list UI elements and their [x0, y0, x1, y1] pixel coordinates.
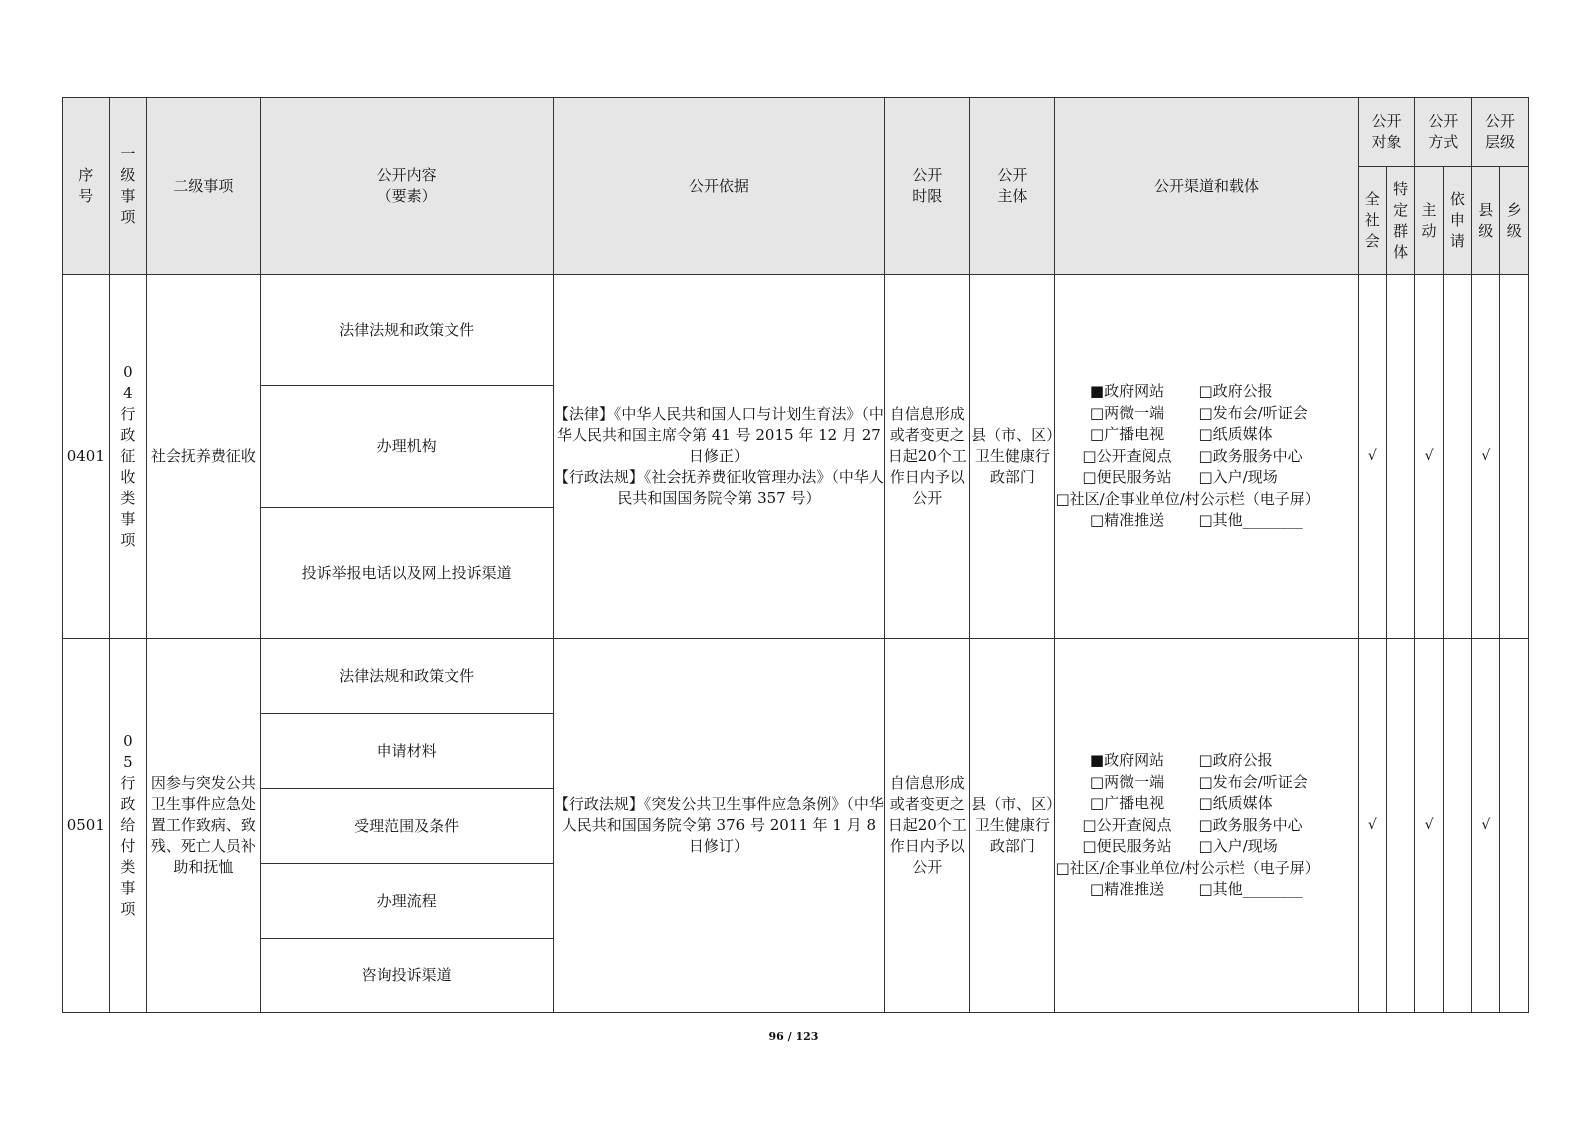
header-object-group: 公开对象: [1358, 98, 1415, 167]
row-channels: [1055, 639, 1358, 1013]
header-method-group: 公开方式: [1415, 98, 1472, 167]
header-level-group: 公开层级: [1472, 98, 1529, 167]
table-row: [63, 639, 1529, 714]
header-level2: 二级事项: [147, 98, 261, 275]
channel-item: □公开查阅点: [1082, 446, 1172, 465]
header-obj-specific: 特定群体: [1386, 167, 1414, 275]
channel-item: □纸质媒体: [1198, 794, 1273, 813]
row-level2: 社会抚养费征收: [147, 275, 261, 639]
content-item: 法律法规和政策文件: [260, 639, 553, 714]
channel-item: □入户/现场: [1198, 837, 1278, 856]
header-method-active: 主动: [1415, 167, 1443, 275]
header-content: 公开内容 （要素）: [260, 98, 553, 275]
page-number: 96 / 123: [768, 1030, 819, 1043]
check-level-town: [1500, 639, 1529, 1013]
channel-item: □广播电视: [1089, 794, 1165, 813]
check-obj-all: √: [1358, 275, 1386, 639]
basis-item: 【法律】《中华人民共和国人口与计划生育法》（中华人民共和国主席令第 41 号 2015 年 12 月 27 日修正）: [553, 405, 884, 465]
row-subject: 县（市、区）卫生健康行政部门: [970, 639, 1055, 1013]
check-method-active: √: [1415, 275, 1443, 639]
row-channels: [1055, 275, 1358, 639]
basis-item: 【行政法规】《社会抚养费征收管理办法》（中华人民共和国国务院令第 357 号）: [553, 468, 884, 507]
check-level-county: √: [1472, 275, 1500, 639]
header-level-town: 乡级: [1500, 167, 1529, 275]
row-subject: 县（市、区）卫生健康行政部门: [970, 275, 1055, 639]
row-seq: 0501: [63, 639, 110, 1013]
channel-item: □政府公报: [1198, 382, 1273, 401]
channel-item: □广播电视: [1089, 425, 1165, 444]
channel-item: □便民服务站: [1082, 837, 1172, 856]
channel-item: □社区/企事业单位/村公示栏（电子屏）: [1055, 858, 1320, 877]
header-level1: 一级事项: [109, 98, 147, 275]
header-time-limit: 公开 时限: [885, 98, 970, 275]
channel-item: □两微一端: [1089, 403, 1165, 422]
channel-item: ■政府网站: [1089, 382, 1165, 401]
row-level1: 04行政征收类事项: [109, 275, 147, 639]
channel-item: □其他________: [1198, 511, 1303, 530]
row-level1: 05行政给付类事项: [109, 639, 147, 1013]
check-level-town: [1500, 275, 1529, 639]
check-obj-specific: [1386, 275, 1414, 639]
disclosure-table: [62, 97, 1529, 1013]
check-obj-specific: [1386, 639, 1414, 1013]
check-method-request: [1443, 275, 1471, 639]
check-method-active: √: [1415, 639, 1443, 1013]
basis-item: 【行政法规】《突发公共卫生事件应急条例》（中华人民共和国国务院令第 376 号 2011 年 1 月 8 日修订）: [553, 795, 884, 855]
channel-item: □精准推送: [1089, 880, 1165, 899]
header-level-county: 县级: [1472, 167, 1500, 275]
content-item: 办理机构: [260, 386, 553, 508]
content-item: 投诉举报电话以及网上投诉渠道: [260, 508, 553, 639]
channel-item: □便民服务站: [1082, 468, 1172, 487]
row-time-limit: 自信息形成或者变更之日起20个工作日内予以公开: [885, 275, 970, 639]
row-basis: [553, 275, 885, 639]
check-method-request: [1443, 639, 1471, 1013]
check-level-county: √: [1472, 639, 1500, 1013]
content-item: 法律法规和政策文件: [260, 275, 553, 386]
content-item: 咨询投诉渠道: [260, 939, 553, 1013]
header-seq: 序号: [63, 98, 110, 275]
header-obj-all: 全社会: [1358, 167, 1386, 275]
channel-item: □社区/企事业单位/村公示栏（电子屏）: [1055, 489, 1320, 508]
channel-item: □发布会/听证会: [1198, 772, 1308, 791]
channel-item: □两微一端: [1089, 772, 1165, 791]
row-seq: 0401: [63, 275, 110, 639]
channel-item: □纸质媒体: [1198, 425, 1273, 444]
channel-item: □公开查阅点: [1082, 815, 1172, 834]
check-obj-all: √: [1358, 639, 1386, 1013]
row-basis: [553, 639, 885, 1013]
channel-item: □入户/现场: [1198, 468, 1278, 487]
header-method-request: 依申请: [1443, 167, 1471, 275]
channel-item: □政府公报: [1198, 751, 1273, 770]
channel-item: □政务服务中心: [1198, 446, 1303, 465]
content-item: 受理范围及条件: [260, 789, 553, 864]
table-row: [63, 275, 1529, 386]
row-time-limit: 自信息形成或者变更之日起20个工作日内予以公开: [885, 639, 970, 1013]
channel-item: □发布会/听证会: [1198, 403, 1308, 422]
channel-item: □其他________: [1198, 880, 1303, 899]
content-item: 办理流程: [260, 864, 553, 939]
row-level2: 因参与突发公共卫生事件应急处置工作致病、致残、死亡人员补助和抚恤: [147, 639, 261, 1013]
channel-item: ■政府网站: [1089, 751, 1165, 770]
header-basis: 公开依据: [553, 98, 885, 275]
content-item: 申请材料: [260, 714, 553, 789]
header-subject: 公开 主体: [970, 98, 1055, 275]
channel-item: □精准推送: [1089, 511, 1165, 530]
channel-item: □政务服务中心: [1198, 815, 1303, 834]
header-channels: 公开渠道和载体: [1055, 98, 1358, 275]
